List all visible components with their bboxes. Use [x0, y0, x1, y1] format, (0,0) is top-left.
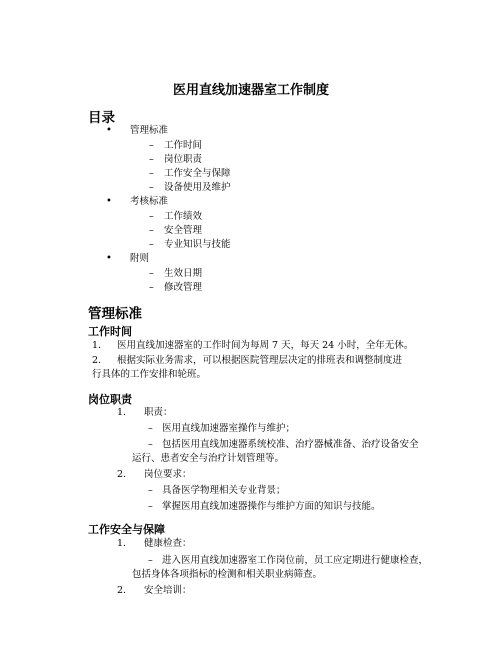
list-item-text: 岗位要求：	[144, 469, 192, 480]
sub-item-text: 掌握医用直线加速器操作与维护方面的知识与技能。	[162, 501, 381, 512]
dash-icon: –	[149, 225, 154, 236]
list-item-text: 根据实际业务需求，可以根据医院管理层决定的排班表和调整制度进	[117, 355, 403, 366]
dash-icon: –	[149, 282, 154, 293]
list-number: 1.	[92, 340, 102, 351]
list-item-text: 职责：	[144, 407, 173, 418]
subsection-heading-duties: 岗位职责	[88, 393, 132, 406]
list-number: 2.	[92, 355, 102, 366]
list-number: 1.	[117, 407, 127, 418]
subsection-heading-safety: 工作安全与保障	[88, 523, 165, 536]
list-item-continuation: 行具体的工作安排和轮班。	[92, 369, 207, 380]
sub-item-text: 进入医用直线加速器室工作岗位前，员工应定期进行健康检查，	[162, 555, 429, 566]
list-number: 1.	[117, 538, 127, 549]
bullet-icon: •	[106, 196, 112, 207]
toc-item: 工作绩效	[164, 211, 203, 222]
dash-icon: –	[149, 239, 154, 250]
dash-icon: –	[148, 555, 153, 566]
dash-icon: –	[148, 423, 153, 434]
list-number: 2.	[117, 469, 127, 480]
list-item-text: 医用直线加速器室的工作时间为每周 7 天，每天 24 小时，全年无休。	[117, 340, 414, 351]
toc-item: 修改管理	[164, 282, 203, 293]
toc-group-label: 附则	[130, 253, 150, 264]
toc-item: 工作时间	[164, 140, 203, 151]
dash-icon: –	[149, 182, 154, 193]
list-item-text: 安全培训：	[144, 585, 192, 596]
dash-icon: –	[149, 154, 154, 165]
toc-group-label: 考核标准	[130, 196, 169, 207]
list-number: 2.	[117, 585, 127, 596]
sub-item-text: 医用直线加速器室操作与维护；	[162, 423, 296, 434]
toc-item: 专业知识与技能	[164, 239, 231, 250]
dash-icon: –	[148, 485, 153, 496]
dash-icon: –	[148, 439, 153, 450]
sub-item-continuation: 运行、患者安全与治疗计划管理等。	[132, 453, 285, 464]
bullet-icon: •	[106, 253, 112, 264]
dash-icon: –	[148, 501, 153, 512]
dash-icon: –	[149, 211, 154, 222]
document-title: 医用直线加速器室工作制度	[172, 83, 329, 98]
dash-icon: –	[149, 268, 154, 279]
toc-item: 安全管理	[164, 225, 203, 236]
dash-icon: –	[149, 140, 154, 151]
toc-heading: 目录	[88, 110, 115, 126]
dash-icon: –	[149, 168, 154, 179]
sub-item-continuation: 包括身体各项指标的检测和相关职业病筛查。	[132, 569, 323, 580]
bullet-icon: •	[106, 125, 112, 136]
toc-item: 工作安全与保障	[164, 168, 231, 179]
toc-item: 设备使用及维护	[164, 182, 231, 193]
subsection-heading-work-time: 工作时间	[88, 325, 132, 338]
toc-item: 岗位职责	[164, 154, 203, 165]
list-item-text: 健康检查：	[144, 538, 192, 549]
section-heading: 管理标准	[88, 306, 142, 322]
toc-item: 生效日期	[164, 268, 203, 279]
toc-group-label: 管理标准	[130, 125, 169, 136]
sub-item-text: 具备医学物理相关专业背景；	[162, 485, 286, 496]
sub-item-text: 包括医用直线加速器系统校准、治疗器械准备、治疗设备安全	[162, 439, 419, 450]
